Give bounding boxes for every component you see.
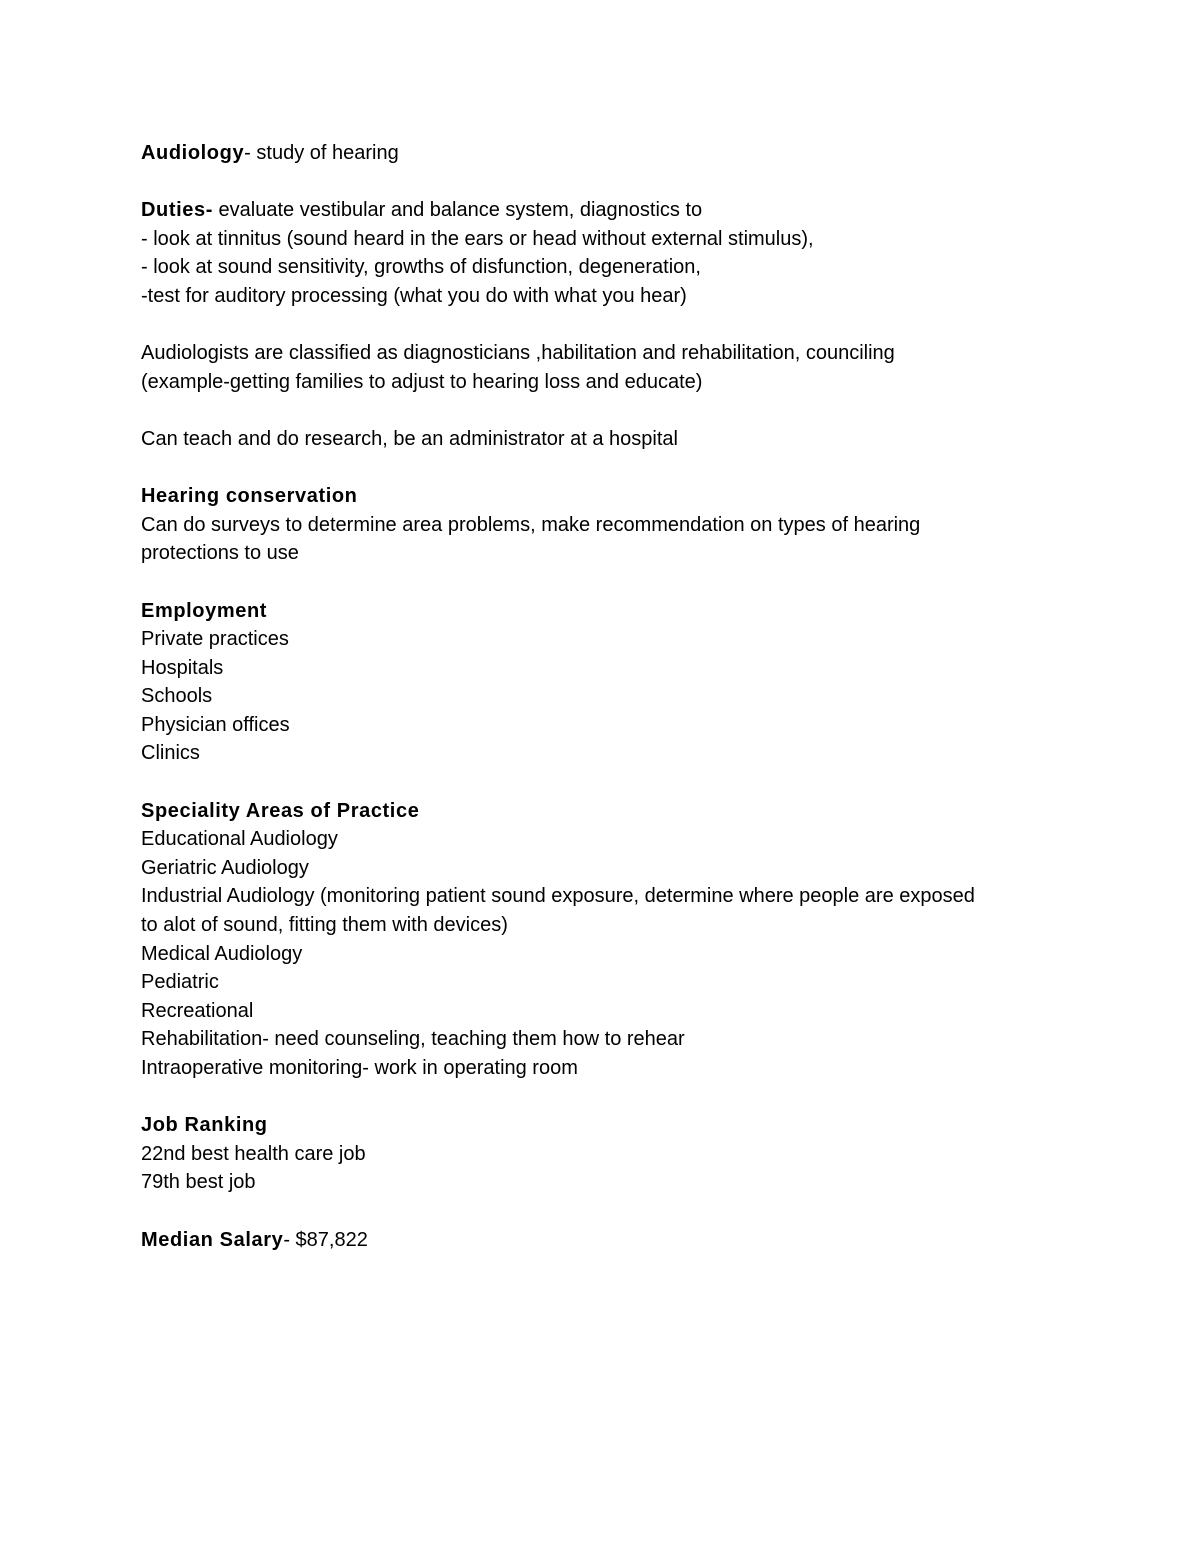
spacer xyxy=(141,311,1071,340)
employment-heading: Employment xyxy=(141,599,268,622)
salary-line xyxy=(141,1226,1071,1255)
spacer xyxy=(141,568,1071,597)
spacer xyxy=(141,1083,1071,1112)
job-ranking-heading: Job Ranking xyxy=(141,1114,268,1137)
employment-item: Hospitals xyxy=(141,656,224,679)
specialty-item: Medical Audiology xyxy=(141,942,303,965)
spacer xyxy=(141,168,1071,197)
specialty-item: Educational Audiology xyxy=(141,828,338,851)
hearing-conservation-line: protections to use xyxy=(141,542,299,565)
salary-heading: Median Salary xyxy=(141,1228,284,1251)
job-ranking-item: 79th best job xyxy=(141,1171,256,1194)
duties-heading: Duties- xyxy=(141,199,213,222)
audiology-heading: Audiology xyxy=(141,142,245,164)
hearing-conservation-line: Can do surveys to determine area problems, make recommendation on types of hearing xyxy=(141,513,921,536)
job-ranking-item: 22nd best health care job xyxy=(141,1142,366,1165)
specialty-item: Recreational xyxy=(141,999,254,1022)
specialty-item: to alot of sound, fitting them with devices) xyxy=(141,914,508,937)
specialty-item: Pediatric xyxy=(141,971,219,994)
duties-item: - look at sound sensitivity, growths of disfunction, degeneration, xyxy=(141,256,701,279)
specialty-item: Intraoperative monitoring- work in operating room xyxy=(141,1057,578,1079)
duties-text: evaluate vestibular and balance system, diagnostics to xyxy=(212,199,703,222)
employment-item: Private practices xyxy=(141,628,289,651)
document-page xyxy=(141,139,1071,1254)
duties-line xyxy=(141,196,1071,225)
duties-item: -test for auditory processing (what you do with what you hear) xyxy=(141,284,687,307)
duties-item: - look at tinnitus (sound heard in the ears or head without external stimulus), xyxy=(141,227,814,250)
salary-text: - $87,822 xyxy=(283,1228,368,1251)
audiology-text: - study of hearing xyxy=(244,142,399,164)
specialty-item: Rehabilitation- need counseling, teaching them how to rehear xyxy=(141,1028,685,1051)
spacer xyxy=(141,396,1071,425)
teaching-line: Can teach and do research, be an administrator at a hospital xyxy=(141,427,678,450)
classification-line: (example-getting families to adjust to hearing loss and educate) xyxy=(141,370,703,393)
hearing-conservation-heading: Hearing conservation xyxy=(141,485,358,508)
spacer xyxy=(141,768,1071,797)
employment-item: Clinics xyxy=(141,742,200,765)
spacer xyxy=(141,454,1071,483)
classification-line: Audiologists are classified as diagnosticians ,habilitation and rehabilitation, counciling xyxy=(141,342,895,365)
employment-item: Schools xyxy=(141,685,213,708)
specialty-heading: Speciality Areas of Practice xyxy=(141,799,420,822)
audiology-definition xyxy=(141,139,1071,168)
specialty-item: Geriatric Audiology xyxy=(141,856,309,879)
specialty-item: Industrial Audiology (monitoring patient sound exposure, determine where people are exposed xyxy=(141,885,975,908)
employment-item: Physician offices xyxy=(141,713,290,736)
spacer xyxy=(141,1197,1071,1226)
